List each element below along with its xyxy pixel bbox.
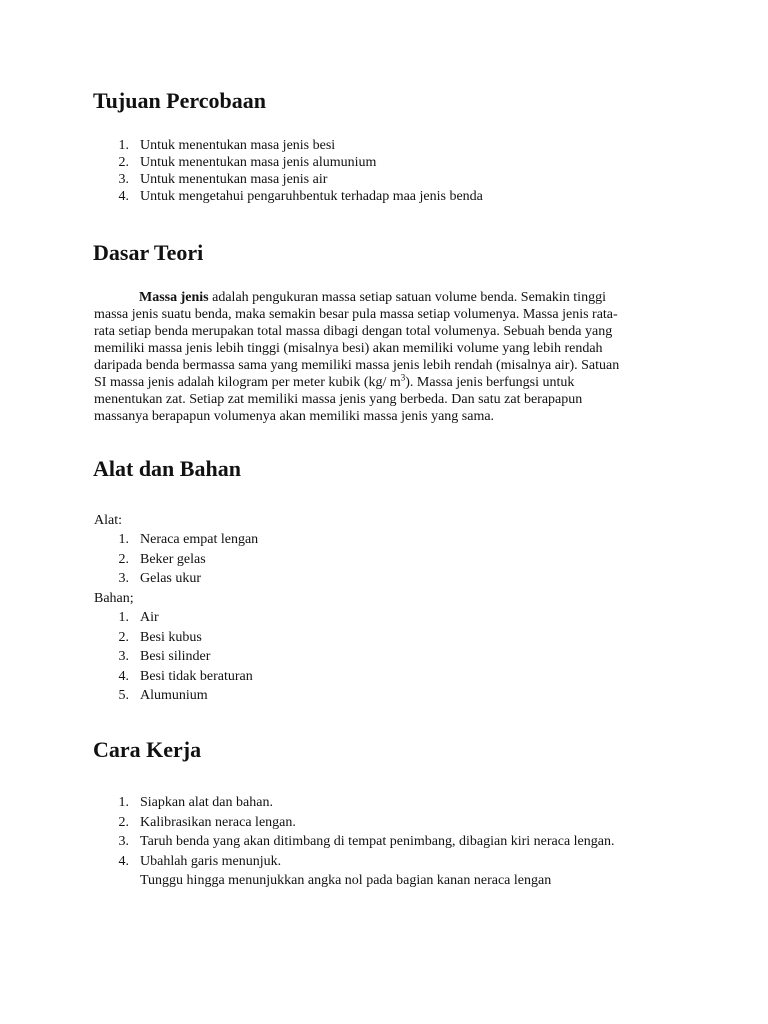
list-number: 2.	[118, 814, 129, 830]
heading-dasar-teori: Dasar Teori	[93, 240, 204, 265]
list-number: 5.	[118, 688, 129, 703]
paragraph-line	[94, 374, 684, 391]
paragraph-text: SI massa jenis adalah kilogram per meter kubik (kg/ m	[94, 375, 401, 390]
list-number: 4.	[118, 189, 129, 204]
paragraph-text: ). Massa jenis berfungsi untuk	[405, 375, 575, 390]
list-text: Neraca empat lengan	[140, 532, 259, 547]
list-text: Beker gelas	[140, 551, 206, 567]
list-text: Ubahlah garis menunjuk.	[140, 853, 282, 869]
list-text: Besi kubus	[140, 629, 202, 645]
paragraph-line: massanya berapapun volumenya akan memiliki massa jenis yang sama.	[94, 409, 495, 424]
list-text: Gelas ukur	[140, 571, 202, 586]
list-text: Siapkan alat dan bahan.	[140, 795, 273, 810]
list-number: 1.	[118, 795, 129, 810]
list-text: Taruh benda yang akan ditimbang di tempat penimbang, dibagian kiri neraca lengan.	[140, 834, 615, 849]
paragraph-line: daripada benda bermassa sama yang memiliki massa jenis lebih rendah (misalnya air). Satuan	[94, 358, 620, 373]
superscript-3: 3	[400, 372, 406, 383]
cara-kerja-continuation: Tunggu hingga menunjukkan angka nol pada bagian kanan neraca lengan	[140, 873, 552, 888]
paragraph-line: massa jenis suatu benda, maka semakin besar pula massa setiap volumenya. Massa jenis rata-	[94, 307, 618, 322]
list-text: Besi tidak beraturan	[140, 668, 253, 684]
list-number: 1.	[118, 138, 129, 153]
list-number: 4.	[118, 853, 129, 869]
list-text: Untuk menentukan masa jenis alumunium	[140, 155, 377, 170]
list-text: Besi silinder	[140, 649, 211, 664]
dasar-teori-paragraph	[94, 289, 684, 425]
paragraph-line: memiliki massa jenis lebih tinggi (misalnya besi) akan memiliki volume yang lebih rendah	[94, 341, 603, 356]
list-text: Untuk mengetahui pengaruhbentuk terhadap maa jenis benda	[140, 189, 483, 204]
list-number: 3.	[118, 571, 129, 586]
list-text: Kalibrasikan neraca lengan.	[140, 814, 296, 830]
paragraph-line	[94, 289, 684, 306]
list-text: Air	[140, 610, 159, 625]
list-number: 2.	[118, 551, 129, 567]
list-number: 4.	[118, 668, 129, 684]
alat-label: Alat:	[94, 513, 122, 528]
heading-alat-dan-bahan: Alat dan Bahan	[93, 456, 241, 481]
list-text: Untuk menentukan masa jenis besi	[140, 138, 336, 153]
list-number: 1.	[118, 532, 129, 547]
list-number: 1.	[118, 610, 129, 625]
heading-cara-kerja: Cara Kerja	[93, 737, 202, 762]
list-number: 3.	[118, 649, 129, 664]
list-number: 2.	[118, 155, 129, 170]
paragraph-line: rata setiap benda merupakan total massa dibagi dengan total volumenya. Sebuah benda yang	[94, 324, 613, 339]
list-number: 3.	[118, 172, 129, 187]
list-text: Untuk menentukan masa jenis air	[140, 172, 328, 187]
paragraph-text: adalah pengukuran massa setiap satuan volume benda. Semakin tinggi	[208, 290, 606, 305]
bahan-label: Bahan;	[94, 591, 134, 606]
paragraph-line: menentukan zat. Setiap zat memiliki massa jenis yang berbeda. Dan satu zat berapapun	[94, 392, 583, 407]
list-number: 2.	[118, 629, 129, 645]
term-massa-jenis: Massa jenis	[139, 290, 209, 305]
list-text: Alumunium	[140, 688, 208, 703]
heading-tujuan-percobaan: Tujuan Percobaan	[93, 88, 266, 113]
list-number: 3.	[118, 834, 129, 849]
